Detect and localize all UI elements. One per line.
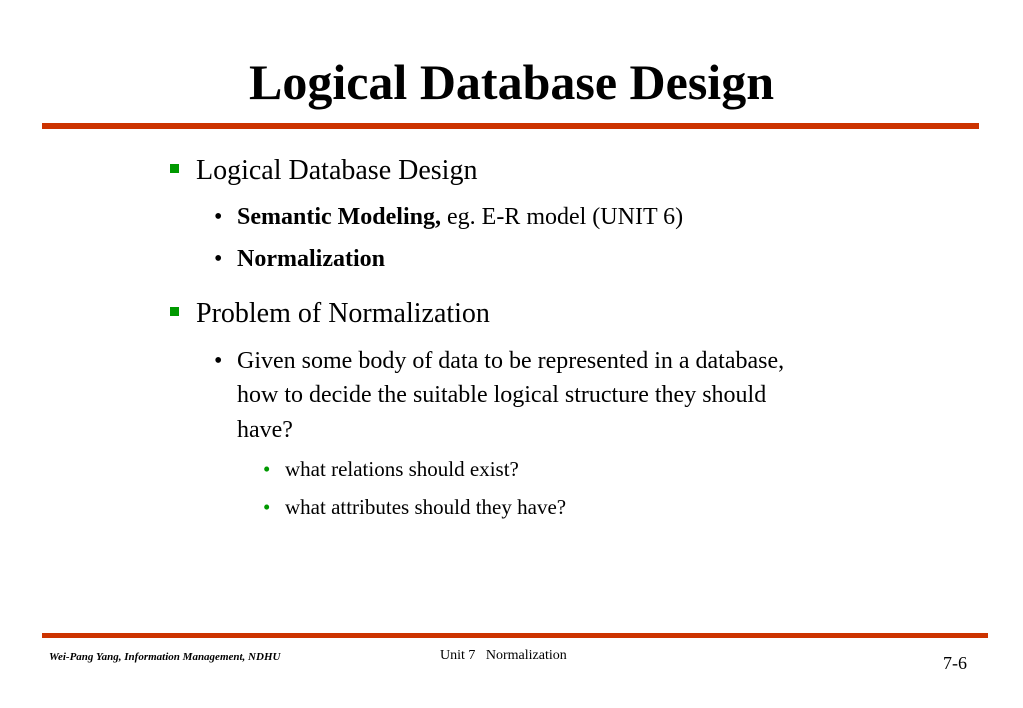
dot-bullet-icon: • xyxy=(214,348,223,374)
green-dot-bullet-icon: • xyxy=(263,457,271,481)
footer-unit-topic: Normalization xyxy=(485,648,567,663)
sub-bullet-line-2: how to decide the suitable logical structure they should xyxy=(237,382,767,408)
square-bullet-icon xyxy=(170,307,179,316)
sub-bullet-line-3: have? xyxy=(237,417,293,443)
footer-unit xyxy=(440,648,567,664)
title-divider xyxy=(42,123,979,129)
page-number: 7-6 xyxy=(943,653,967,673)
slide-title: Logical Database Design xyxy=(249,54,774,110)
sub-bullet-line-1: Given some body of data to be represented in a database, xyxy=(237,348,785,374)
dot-bullet-icon: • xyxy=(214,246,223,272)
footer-author: Wei-Pang Yang, Information Management, NDHU xyxy=(49,651,281,663)
subsub-bullet-1: what relations should exist? xyxy=(285,457,519,481)
sub-bullet-normalization: Normalization xyxy=(237,246,385,272)
footer-divider xyxy=(42,633,988,638)
sub-bullet-semantic-modeling xyxy=(237,199,683,235)
bullet-1-text: Logical Database Design xyxy=(196,155,478,186)
semantic-modeling-bold: Semantic Modeling, xyxy=(237,204,441,230)
semantic-modeling-rest: eg. E-R model (UNIT 6) xyxy=(441,204,684,230)
green-dot-bullet-icon: • xyxy=(263,495,271,519)
subsub-bullet-2: what attributes should they have? xyxy=(285,495,567,519)
square-bullet-icon xyxy=(170,164,179,173)
bullet-2-text: Problem of Normalization xyxy=(196,298,490,329)
footer-unit-number: Unit 7 xyxy=(440,648,476,663)
dot-bullet-icon: • xyxy=(214,204,223,230)
